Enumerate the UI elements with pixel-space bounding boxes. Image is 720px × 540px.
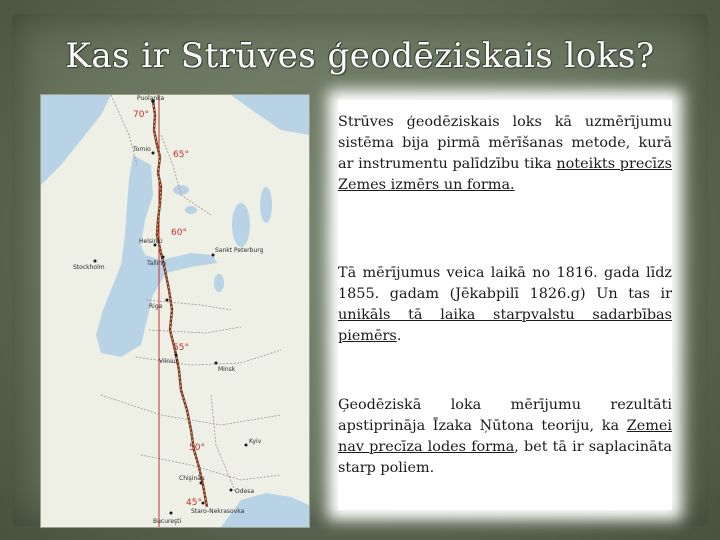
label-staro-nekrasovka: Staro-Nekrasovka <box>191 508 245 515</box>
label-odesa: Odesa <box>235 488 255 495</box>
label-tallinn: Tallinn <box>147 260 166 267</box>
paragraph-definition-emphasis: noteikts precīzs Zemes izmērs un forma. <box>338 156 672 193</box>
label-tornio: Tornio <box>133 146 151 153</box>
lake-peipus <box>214 274 224 292</box>
label-chisinau: Chişinău <box>179 475 205 482</box>
lat-45: 45° <box>186 498 202 508</box>
label-st-petersburg: Sankt Peterburg <box>215 247 264 254</box>
paragraph-definition <box>338 112 672 196</box>
struve-arc-map <box>40 94 310 528</box>
paragraph-results-text: Ģeodēziskā loka mērījumu rezultāti apstiprināja Īzaka Ņūtona teoriju, ka <box>338 397 672 434</box>
lake-onega <box>260 187 272 223</box>
label-bucuresti: Bucureşti <box>153 518 182 525</box>
paragraph-history-end: . <box>396 328 402 344</box>
paragraph-history-text: Tā mērījumus veica laikā no 1816. gada līdz 1855. gadam (Jēkabpilī 1826.g) Un tas ir <box>338 265 672 302</box>
lat-60: 60° <box>171 228 187 238</box>
lake-ladoga <box>232 203 250 247</box>
paragraph-history <box>338 263 672 347</box>
map-graphic <box>41 95 309 527</box>
paragraph-results-emphasis: Zemei nav precīza lodes forma <box>338 418 672 455</box>
label-puolanka: Puolanka <box>137 95 165 102</box>
paragraph-results <box>338 395 672 479</box>
lat-55: 55° <box>173 343 189 353</box>
label-minsk: Minsk <box>218 366 236 373</box>
lake-finland-2 <box>185 206 197 214</box>
label-vilnius: Vilnius <box>159 358 179 365</box>
lat-50: 50° <box>189 443 205 453</box>
paragraph-definition-text: Strūves ģeodēziskais loks kā uzmērījumu sistēma bija pirmā mērīšanas metode, kurā ar instrumentu palīdzību tika <box>338 114 672 172</box>
paragraph-history-emphasis: unikāls tā laika starpvalstu sadarbības piemērs <box>338 307 672 344</box>
paragraph-results-end: , bet tā ir saplacināta starp poliem. <box>338 439 672 476</box>
label-helsinki: Helsinki <box>139 238 163 245</box>
label-stockholm: Stockholm <box>73 264 105 271</box>
label-riga: Riga <box>149 303 163 310</box>
lat-65: 65° <box>173 150 189 160</box>
lake-finland-1 <box>173 185 189 195</box>
slide-title: Kas ir Strūves ģeodēziskais loks? <box>65 36 655 76</box>
label-kyiv: Kyiv <box>249 438 262 445</box>
lat-70: 70° <box>133 110 149 120</box>
